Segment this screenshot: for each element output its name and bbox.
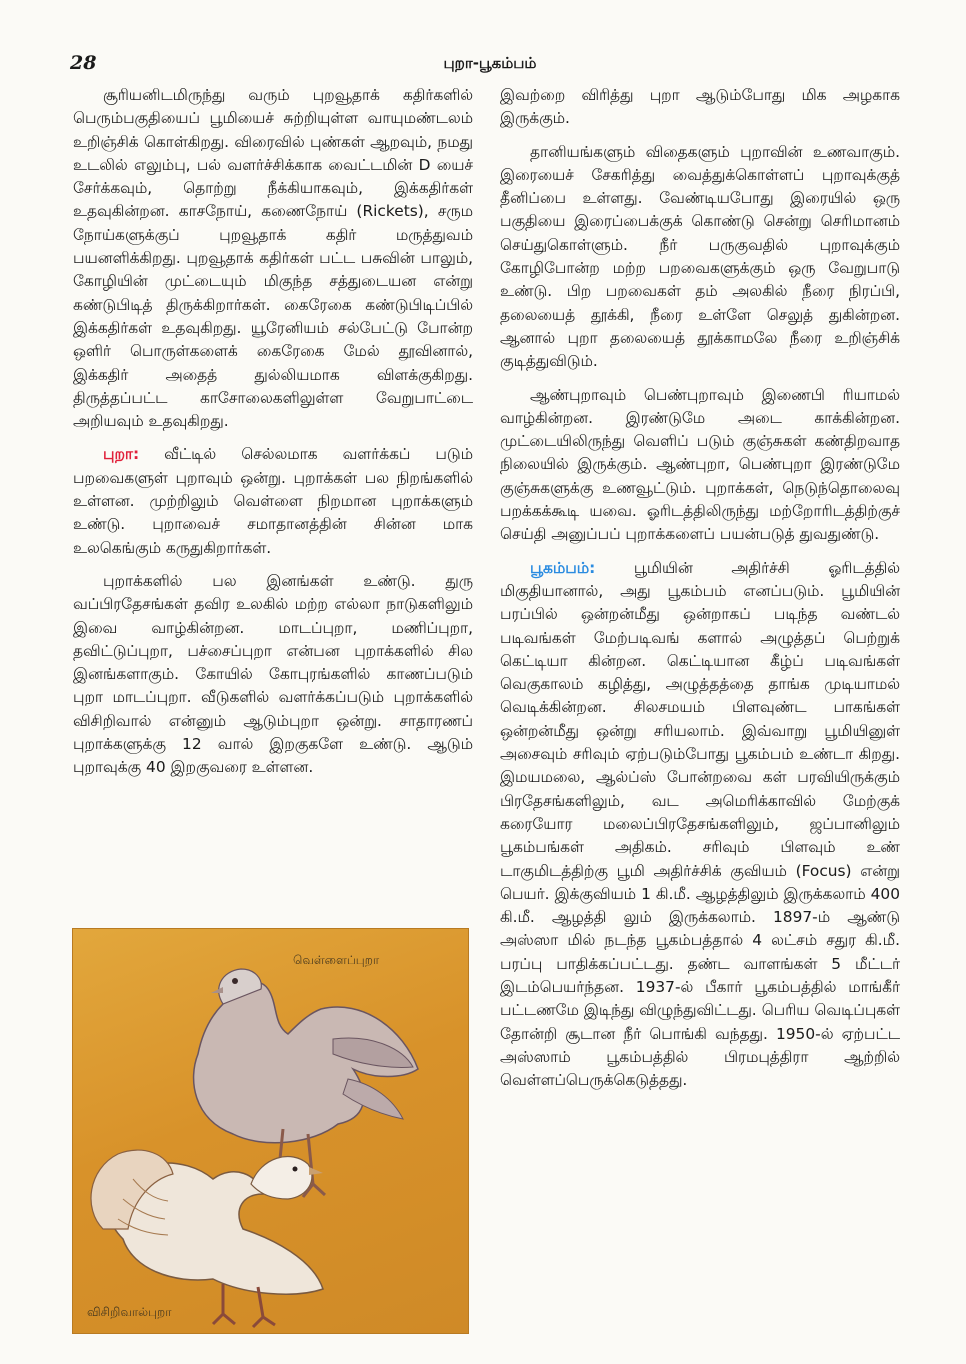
pigeon-illustration [72, 928, 469, 1334]
paragraph-pigeon-intro-text: வீட்டில் செல்லமாக வளர்க்கப் படும் பறவைகளுள் புறாவும் ஒன்று. புறாக்கள் பல நிறங்களில் உள்ளன. முற்றிலும் வெள்ளை நிறமான புறாக்களும் உண்டு. புறாவைச் சமாதானத்தின் சின்ன மாக உலகெங்கும் கருதுகிறார்கள். [73, 445, 473, 557]
left-column [73, 84, 473, 790]
paragraph-fantail-display: இவற்றை விரித்து புறா ஆடும்போது மிக அழகாக இருக்கும். [500, 86, 900, 128]
paragraph-pigeon-food: தானியங்களும் விதைகளும் புறாவின் உணவாகும். இரையைச் சேகரித்து வைத்துக்கொள்ளப் புறாவுக்குத் தீனிப்பை உள்ளது. வேண்டியபோது இரையில் ஒரு பகுதியை இரைப்பைக்குக் கொண்டு சென்று செரிமானம் செய்துகொள்ளும். நீர் பருகுவதில் புறாவுக்கும் கோழிபோன்ற மற்ற பறவைகளுக்கும் ஒரு வேறுபாடு உண்டு. பிற பறவைகள் தம் அலகில் நீரை நிரப்பி, தலையைத் தூக்கி, நீரை உள்ளே செலுத் துகின்றன. ஆனால் புறா தலையைத் தூக்காமலே நீரை உறிஞ்சிக் குடித்துவிடும். [500, 142, 900, 371]
right-column [500, 84, 900, 1102]
fantail-pigeon-figure [91, 1150, 323, 1327]
running-title: புறா-பூகம்பம் [443, 54, 537, 72]
fantail-pigeon-caption: விசிறிவால்புறா [87, 1305, 172, 1319]
paragraph-ultraviolet: சூரியனிடமிருந்து வரும் புறவூதாக் கதிர்களில் பெரும்பகுதியைப் பூமியைச் சுற்றியுள்ள வாயுமண்டலம் உறிஞ்சிக் கொள்கிறது. விரைவில் புண்கள் ஆறவும், நமது உடலில் எலும்பு, பல் வளர்ச்சிக்காக வைட்டமின் D யைச் சேர்க்கவும், தொற்று நீக்கியாகவும், இக்கதிர்கள் உதவுகின்றன. காசநோய், கணைநோய் (Rickets), சரும நோய்களுக்குப் புறவூதாக் கதிர் மருத்துவம் பயனளிக்கிறது. புறவூதாக் கதிர்கள் பட்ட பசுவின் பாலும், கோழியின் முட்டையும் மிகுந்த சத்துடையன என்று கண்டுபிடித் திருக்கிறார்கள். கைரேகை கண்டுபிடிப்பில் இக்கதிர்கள் உதவுகிறது. யூரேனியம் சல்பேட்டு போன்ற ஒளிர் பொருள்களைக் கைரேகை மேல் தூவினால், இக்கதிர் அதைத் துல்லியமாக விளக்குகிறது. திருத்தப்பட்ட காசோலைகளிலுள்ள வேறுபாட்டை அறியவும் உதவுகிறது. [73, 86, 473, 431]
paragraph-earthquake-text: பூமியின் அதிர்ச்சி ஓரிடத்தில் மிகுதியானால், அது பூகம்பம் எனப்படும். பூமியின் பரப்பில் ஒன்றன்மீது ஒன்றாகப் படிந்த வண்டல் படிவங்கள் மேற்படிவங் களால் அழுத்தப் பெற்றுக் கெட்டியா கின்றன. கெட்டியான கீழ்ப் படிவங்கள் வெகுகாலம் கழித்து, அழுத்தத்தை தாங்க முடியாமல் வெடிக்கின்றன. சிலசமயம் பிளவுண்ட பாகங்கள் ஒன்றன்மீது ஒன்று சரியலாம். இவ்வாறு பூமியினுள் அசைவும் சரிவும் ஏற்படும்போது பூகம்பம் உண்டா கிறது. இமயமலை, ஆல்ப்ஸ் போன்றவை கள் பரவியிருக்கும் பிரதேசங்களிலும், வட அமெரிக்காவில் மேற்குக் கரையோர மலைப்பிரதேசங்களிலும், ஜப்பானிலும் பூகம்பங்கள் அதிகம். சரிவும் பிளவும் உண் டாகுமிடத்திற்கு பூமி அதிர்ச்சிக் குவியம் (Focus) என்று பெயர். இக்குவியம் 1 கி.மீ. ஆழத்திலும் இருக்கலாம் 400 கி.மீ. ஆழத்தி லும் இருக்கலாம். 1897-ம் ஆண்டு அஸ்ஸா மில் நடந்த பூகம்பத்தால் 4 லட்சம் சதுர கி.மீ. பரப்பு பாதிக்கப்பட்டது. தண்ட வாளங்கள் 5 மீட்டர் இடம்பெயர்ந்தன. 1937-ல் பீகார் பூகம்பத்தில் மாங்கீர் பட்டணமே இடிந்து விழுந்துவிட்டது. பெரிய வெடிப்புகள் தோன்றி சூடான நீர் பொங்கி வந்தது. 1950-ல் ஏற்பட்ட அஸ்ஸாம் பூகம்பத்தில் பிரமபுத்திரா ஆற்றில் வெள்ளப்பெருக்கெடுத்தது. [500, 558, 900, 1090]
entry-term-bhoogambam: பூகம்பம்: [530, 558, 596, 577]
white-pigeon-caption: வெள்ளைப்புறா [293, 953, 380, 967]
page-number: 28 [70, 52, 97, 74]
paragraph-earthquake [500, 557, 900, 1093]
paragraph-pigeon-species: புறாக்களில் பல இனங்கள் உண்டு. துரு வப்பிரதேசங்கள் தவிர உலகில் மற்ற எல்லா நாடுகளிலும் இவை வாழ்கின்றன. மாடப்புறா, மணிப்புறா, தவிட்டுப்புறா, பச்சைப்புறா என்பன புறாக்களில் சில இனங்களாகும். கோயில் கோபுரங்களில் காணப்படும் புறா மாடப்புறா. வீடுகளில் வளர்க்கப்படும் புறாக்களில் விசிறிவால் என்னும் ஆடும்புறா ஒன்று. சாதாரணப் புறாக்களுக்கு 12 வால் இறகுகளே உண்டு. ஆடும் புறாவுக்கு 40 இறகுவரை உள்ளன. [73, 571, 473, 777]
paragraph-pigeon-breeding: ஆண்புறாவும் பெண்புறாவும் இணைபி ரியாமல் வாழ்கின்றன. இரண்டுமே அடை காக்கின்றன. முட்டையிலிருந்து வெளிப் படும் குஞ்சுகள் கண்திறவாத நிலையில் இருக்கும். ஆண்புறா, பெண்புறா இரண்டுமே குஞ்சுகளுக்கு உணவூட்டும். புறாக்கள், நெடுந்தொலைவு பறக்கக்கூடி யவை. ஓரிடத்திலிருந்து மற்றோரிடத்திற்குச் செய்தி அனுப்பப் புறாக்களைப் பயன்படுத் துவதுண்டு. [500, 385, 900, 544]
page-header [70, 52, 910, 80]
entry-term-pura: புறா: [103, 445, 140, 464]
paragraph-pigeon-intro [73, 443, 473, 559]
pigeon-drawing [73, 929, 468, 1333]
